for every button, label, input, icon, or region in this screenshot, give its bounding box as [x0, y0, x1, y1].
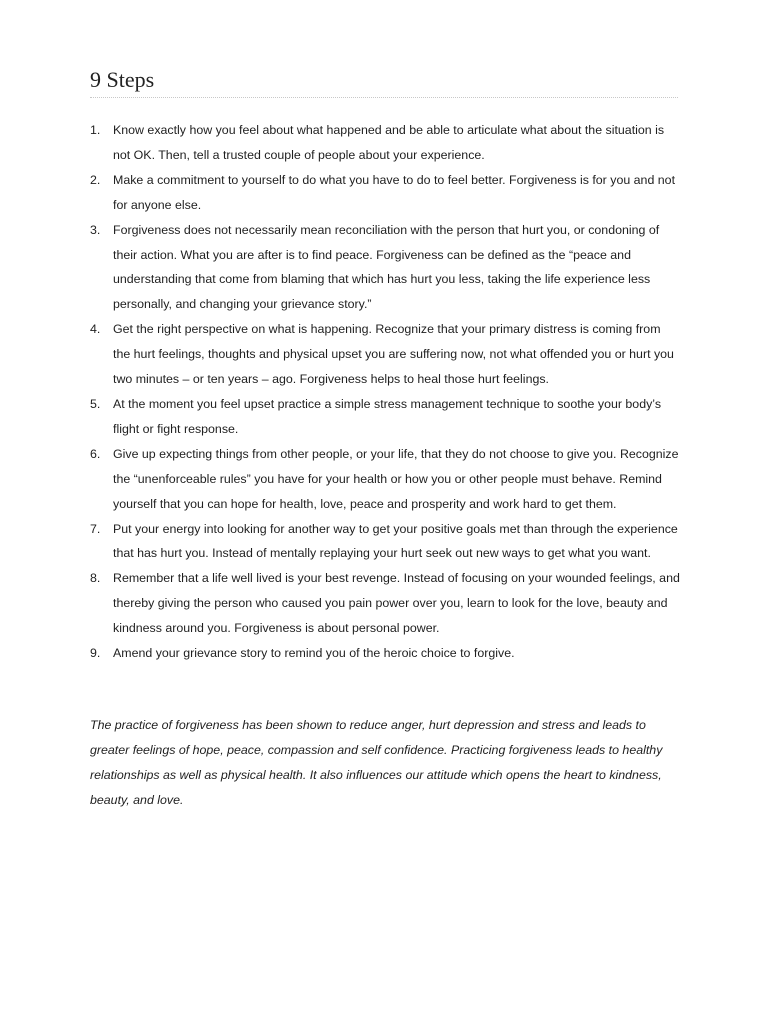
- step-text: At the moment you feel upset practice a simple stress management technique to soothe your body’s flight or fight response.: [113, 396, 662, 436]
- step-text: Put your energy into looking for another way to get your positive goals met than through the experience that has hurt you. Instead of mentally replaying your hurt seek out new ways to get what you want.: [113, 521, 678, 561]
- step-text: Forgiveness does not necessarily mean reconciliation with the person that hurt you, or condoning of their action. What you are after is to find peace. Forgiveness can be defined as the “peace and understanding that come from blaming that which has hurt you less, taking the life experience less personally, and changing your grievance story.”: [113, 222, 660, 312]
- step-item: [90, 566, 680, 641]
- closing-paragraph: The practice of forgiveness has been shown to reduce anger, hurt depression and stress and leads to greater feelings of hope, peace, compassion and self confidence. Practicing forgiveness leads to healthy relationships as well as physical health. It also influences our attitude which opens the heart to kindness, beauty, and love.: [90, 718, 663, 807]
- step-item: [90, 517, 680, 567]
- step-number: 9.: [90, 646, 101, 661]
- step-text: Know exactly how you feel about what happened and be able to articulate what about the situation is not OK. Then, tell a trusted couple of people about your experience.: [113, 123, 665, 162]
- steps-list: [90, 118, 680, 666]
- step-item: [90, 118, 680, 168]
- step-text: Remember that a life well lived is your best revenge. Instead of focusing on your wounded feelings, and thereby giving the person who caused you pain power over you, learn to look for the love, beauty and kindness around you. Forgiveness is about personal power.: [113, 571, 680, 636]
- step-item: [90, 392, 680, 442]
- step-text: Get the right perspective on what is happening. Recognize that your primary distress is coming from the hurt feelings, thoughts and physical upset you are suffering now, not what offended you or hurt you two minutes – or ten years – ago. Forgiveness helps to heal those hurt feelings.: [113, 322, 674, 387]
- title-divider: [90, 97, 678, 98]
- step-number: 2.: [90, 172, 101, 187]
- step-number: 5.: [90, 396, 101, 411]
- step-number: 1.: [90, 123, 101, 137]
- step-text: Make a commitment to yourself to do what you have to do to feel better. Forgiveness is for you and not for anyone else.: [113, 172, 676, 212]
- step-number: 8.: [90, 571, 101, 586]
- step-item: [90, 317, 680, 392]
- step-text: Give up expecting things from other people, or your life, that they do not choose to give you. Recognize the “unenforceable rules” you have for your health or how you or other people must behave. Remind yourself that you can hope for health, love, peace and prosperity and work hard to get them.: [113, 446, 679, 511]
- step-item: [90, 218, 680, 318]
- step-number: 6.: [90, 446, 101, 461]
- step-text: Amend your grievance story to remind you of the heroic choice to forgive.: [113, 646, 515, 661]
- step-number: 3.: [90, 222, 101, 237]
- step-item: [90, 641, 680, 666]
- step-number: 7.: [90, 521, 101, 536]
- step-number: 4.: [90, 322, 101, 337]
- step-item: [90, 442, 680, 517]
- page-title: 9 Steps: [90, 67, 155, 92]
- step-item: [90, 168, 680, 218]
